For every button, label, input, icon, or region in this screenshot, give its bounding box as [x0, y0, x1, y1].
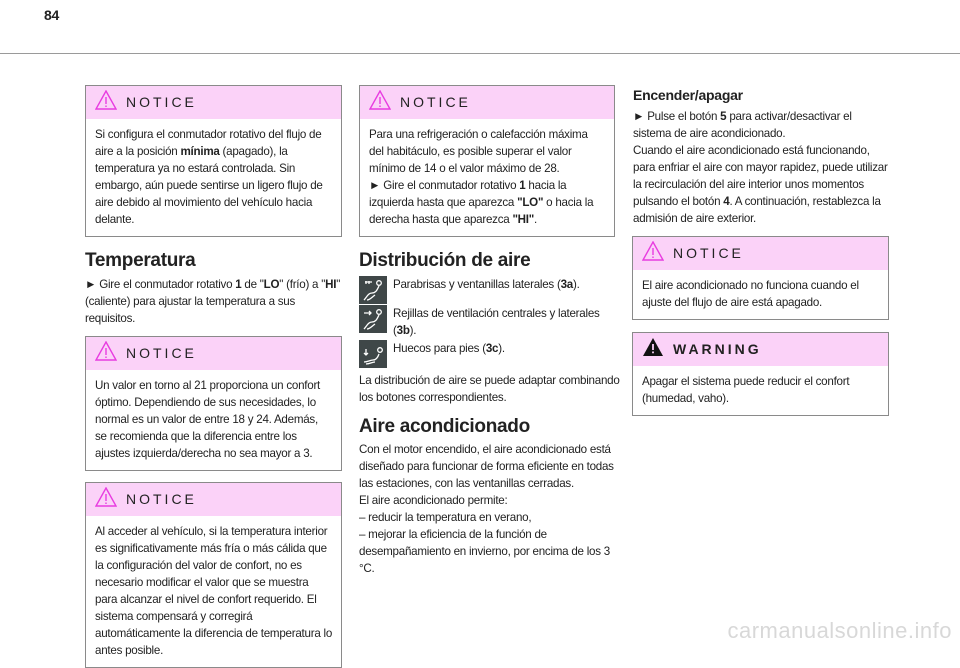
list-item-text — [393, 276, 580, 293]
notice-title: NOTICE — [126, 491, 197, 507]
bold-text: LO — [263, 278, 280, 291]
text-run: El aire acondicionado permite: — [359, 494, 508, 507]
list-item-footwells — [359, 340, 621, 368]
notice-box — [359, 85, 615, 237]
bold-text: mínima — [180, 145, 220, 158]
text-run: Para una refrigeración o calefacción máxima del habitáculo, es posible superar el valor mínimo de 14 o el valor máximo de 28. — [369, 128, 588, 175]
notice-box — [85, 85, 342, 237]
text-run: hacia la izquierda hasta que aparezca — [369, 179, 567, 209]
section-heading-distribucion: Distribución de aire — [359, 250, 531, 271]
text-run: Huecos para pies ( — [393, 342, 486, 355]
bold-text: "LO" — [517, 196, 544, 209]
warning-header — [633, 333, 888, 366]
warning-title: WARNING — [673, 341, 762, 357]
text-run: Un valor en torno al 21 proporciona un confort óptimo. Dependiendo de sus necesidades, lo normal es un valor de entre 18 y 24. Además, se recomienda que la diferencia entre los ajustes izquierda/derecha no sea mayor a 3. — [95, 379, 321, 460]
text-run: ► Pulse el botón — [633, 110, 721, 123]
column-2 — [359, 85, 621, 577]
warning-triangle-icon — [369, 90, 391, 115]
watermark: carmanualsonline.info — [727, 618, 952, 643]
text-run: ). — [572, 278, 580, 291]
section-heading-encender: Encender/apagar — [633, 87, 743, 103]
warning-triangle-icon — [95, 90, 117, 115]
footwell-airflow-icon — [359, 340, 387, 368]
text-run: ). — [498, 342, 505, 355]
bold-text: "HI" — [512, 213, 535, 226]
notice-header — [86, 86, 341, 119]
bold-text: 5 — [720, 110, 727, 123]
paragraph — [359, 441, 621, 577]
paragraph — [633, 108, 891, 227]
page-number: 84 — [44, 7, 60, 23]
list-item-windscreen — [359, 276, 621, 304]
text-run: – reducir la temperatura en verano, — [359, 511, 532, 524]
text-run: El aire acondicionado no funciona cuando el ajuste del flujo de aire está apagado. — [642, 279, 859, 309]
text-run: Con el motor encendido, el aire acondicionado está diseñado para funcionar de forma eficiente en todas las estaciones, con las ventanillas cerradas. — [359, 443, 614, 490]
section-heading-temperatura: Temperatura — [85, 250, 196, 271]
column-1 — [85, 85, 345, 668]
text-run: de " — [241, 278, 264, 291]
notice-text — [86, 516, 341, 667]
notice-header — [86, 483, 341, 516]
notice-text — [360, 119, 614, 236]
text-run: Parabrisas y ventanillas laterales ( — [393, 278, 561, 291]
text-run: o hacia la derecha hasta que aparezca — [369, 196, 594, 226]
bold-text: 1 — [235, 278, 242, 291]
notice-text — [633, 270, 888, 319]
notice-box — [85, 482, 342, 668]
notice-header — [86, 337, 341, 370]
text-run: " (caliente) para ajustar la temperatura a sus requisitos. — [85, 278, 341, 325]
notice-title: NOTICE — [673, 245, 744, 261]
bold-text: 3b — [396, 324, 410, 337]
warning-triangle-filled-icon — [642, 337, 664, 362]
notice-header — [633, 237, 888, 270]
warning-triangle-icon — [642, 241, 664, 266]
header-divider — [0, 53, 960, 54]
text-run: – mejorar la eficiencia de la función de desempañamiento en invierno, por encima de los 3 °C. — [359, 528, 610, 575]
text-run: ► Gire el conmutador rotativo — [369, 179, 520, 192]
text-run: (apagado), la temperatura ya no estará controlada. Sin embargo, aún puede sentirse un ligero flujo de aire debido al movimiento del vehículo hacia delante. — [95, 145, 323, 226]
warning-text — [633, 366, 888, 415]
text-run: Al acceder al vehículo, si la temperatura interior es significativamente más fría o más cálida que la configuración del valor de confort, no es necesario modificar el valor que se muestra para alcanzar el nivel de confort requerido. El sistema compensará y corregirá automáticamente la diferencia de temperatura lo antes posible. — [95, 525, 333, 657]
text-run: " (frío) a " — [279, 278, 326, 291]
section-heading-aire-acondicionado: Aire acondicionado — [359, 416, 530, 437]
text-run: Apagar el sistema puede reducir el confort (humedad, vaho). — [642, 375, 850, 405]
list-item-text — [393, 340, 505, 357]
warning-triangle-icon — [95, 487, 117, 512]
list-item-text — [393, 305, 621, 339]
list-item-vents — [359, 305, 621, 339]
paragraph — [85, 276, 345, 327]
notice-title: NOTICE — [126, 345, 197, 361]
notice-title: NOTICE — [126, 94, 197, 110]
bold-text: 3a — [560, 278, 573, 291]
bold-text: HI — [325, 278, 337, 291]
text-run: ► Gire el conmutador rotativo — [85, 278, 236, 291]
text-run: Cuando el aire acondicionado está funcionando, para enfriar el aire con mayor rapidez, puede utilizar la recirculación del aire interior unos momentos pulsando el botón — [633, 144, 888, 208]
bold-text: 1 — [519, 179, 526, 192]
face-vents-airflow-icon — [359, 305, 387, 333]
text-run: . — [534, 213, 538, 226]
warning-box — [632, 332, 889, 416]
windscreen-airflow-icon — [359, 276, 387, 304]
bold-text: 4 — [723, 195, 730, 208]
bold-text: 3c — [485, 342, 499, 355]
text-run: . A continuación, restablezca la admisión de aire exterior. — [633, 195, 881, 225]
warning-triangle-icon — [95, 341, 117, 366]
text-run: ). — [409, 324, 417, 337]
column-3 — [633, 86, 891, 416]
text-run: Rejillas de ventilación centrales y laterales ( — [393, 307, 600, 337]
notice-text — [86, 370, 341, 470]
text-run: para activar/desactivar el sistema de aire acondicionado. — [633, 110, 852, 140]
notice-header — [360, 86, 614, 119]
paragraph — [359, 372, 621, 406]
notice-text — [86, 119, 341, 236]
text-run: Si configura el conmutador rotativo del flujo de aire a la posición — [95, 128, 322, 158]
notice-title: NOTICE — [400, 94, 471, 110]
text-run: La distribución de aire se puede adaptar combinando los botones correspondientes. — [359, 374, 620, 404]
notice-box — [85, 336, 342, 471]
notice-box — [632, 236, 889, 320]
